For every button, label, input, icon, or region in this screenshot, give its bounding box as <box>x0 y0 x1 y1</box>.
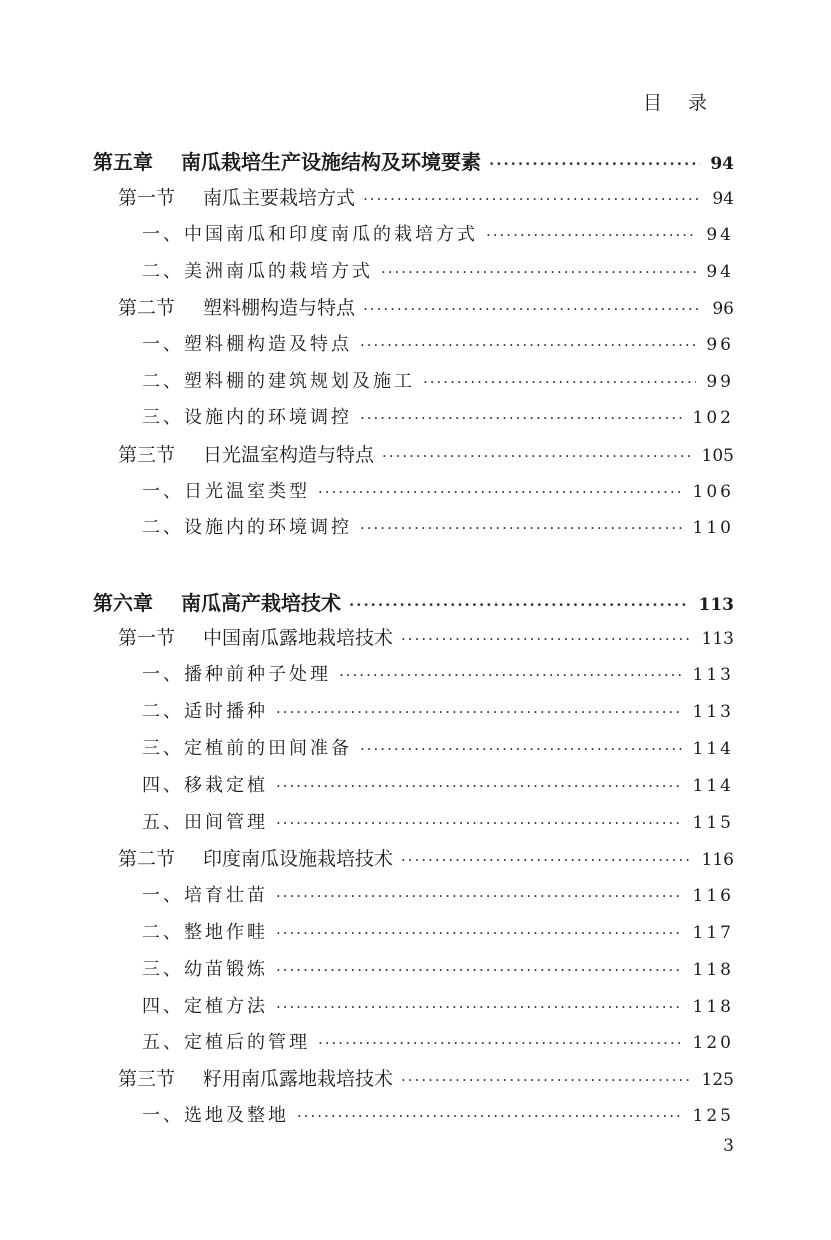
item-title: 一、选地及整地 <box>142 1105 289 1126</box>
leader-dots <box>276 814 683 832</box>
page-ref: 116 <box>701 850 734 870</box>
page-ref: 113 <box>692 665 734 685</box>
toc-section[interactable] <box>118 183 734 213</box>
page-ref: 105 <box>701 446 734 466</box>
leader-dots <box>318 1034 683 1052</box>
item-title: 三、设施内的环境调控 <box>142 407 352 428</box>
page-ref: 118 <box>692 960 734 980</box>
leader-dots <box>276 924 683 942</box>
item-title: 四、定植方法 <box>142 996 268 1017</box>
page-ref: 96 <box>712 299 734 319</box>
page-ref: 114 <box>692 776 734 796</box>
toc-item[interactable] <box>142 808 734 838</box>
section-title: 中国南瓜露地栽培技术 <box>203 627 394 649</box>
item-title: 一、播种前种子处理 <box>142 664 331 685</box>
toc-item[interactable] <box>142 1101 734 1131</box>
page-ref: 94 <box>710 154 734 174</box>
section-number: 第一节 <box>118 187 176 209</box>
section-title: 塑料棚构造与特点 <box>203 297 356 319</box>
page-ref: 106 <box>692 482 734 502</box>
item-title: 五、定植后的管理 <box>142 1032 310 1053</box>
toc-item[interactable] <box>142 513 734 543</box>
toc-item[interactable] <box>142 477 734 507</box>
item-title: 二、整地作畦 <box>142 922 268 943</box>
page-ref: 94 <box>706 225 734 245</box>
item-title: 五、田间管理 <box>142 812 268 833</box>
leader-dots <box>401 851 692 869</box>
leader-dots <box>276 777 683 795</box>
section-title: 南瓜主要栽培方式 <box>203 187 356 209</box>
item-title: 二、塑料棚的建筑规划及施工 <box>142 371 415 392</box>
leader-dots <box>318 483 683 501</box>
page-ref: 102 <box>692 408 734 428</box>
toc-section[interactable] <box>118 1064 734 1094</box>
toc-item[interactable] <box>142 220 734 250</box>
toc-item[interactable] <box>142 367 734 397</box>
section-title: 印度南瓜设施栽培技术 <box>203 848 394 870</box>
leader-dots <box>276 998 683 1016</box>
toc-item[interactable] <box>142 660 734 690</box>
section-number: 第二节 <box>118 848 176 870</box>
page-ref: 115 <box>692 813 734 833</box>
leader-dots <box>276 961 683 979</box>
section-number: 第三节 <box>118 1068 176 1090</box>
page-ref: 96 <box>706 335 734 355</box>
item-title: 二、美洲南瓜的栽培方式 <box>142 261 373 282</box>
item-title: 一、培育壮苗 <box>142 885 268 906</box>
toc-chapter-6[interactable] <box>93 587 734 617</box>
toc-section[interactable] <box>118 623 734 653</box>
section-number: 第三节 <box>118 444 176 466</box>
section-title: 日光温室构造与特点 <box>203 444 375 466</box>
toc-item[interactable] <box>142 257 734 287</box>
page-ref: 113 <box>692 702 734 722</box>
leader-dots <box>363 300 702 318</box>
toc-item[interactable] <box>142 697 734 727</box>
toc-item[interactable] <box>142 918 734 948</box>
leader-dots <box>297 1107 683 1125</box>
item-title: 三、幼苗锻炼 <box>142 959 268 980</box>
toc-item[interactable] <box>142 992 734 1022</box>
leader-dots <box>360 519 683 537</box>
leader-dots <box>401 1071 692 1089</box>
page-ref: 94 <box>706 262 734 282</box>
item-title: 二、适时播种 <box>142 701 268 722</box>
leader-dots <box>486 226 696 244</box>
page-ref: 116 <box>692 886 734 906</box>
toc-item[interactable] <box>142 1028 734 1058</box>
leader-dots <box>339 666 683 684</box>
leader-dots <box>489 155 700 173</box>
item-title: 一、日光温室类型 <box>142 481 310 502</box>
leader-dots <box>363 190 702 208</box>
toc-item[interactable] <box>142 734 734 764</box>
toc-item[interactable] <box>142 881 734 911</box>
leader-dots <box>360 740 683 758</box>
toc-section[interactable] <box>118 293 734 323</box>
leader-dots <box>349 596 689 614</box>
item-title: 一、塑料棚构造及特点 <box>142 334 352 355</box>
toc-item[interactable] <box>142 403 734 433</box>
leader-dots <box>276 887 683 905</box>
page-ref: 118 <box>692 997 734 1017</box>
toc-section[interactable] <box>118 844 734 874</box>
leader-dots <box>423 373 696 391</box>
chapter-title: 南瓜栽培生产设施结构及环境要素 <box>181 150 481 174</box>
item-title: 三、定植前的田间准备 <box>142 738 352 759</box>
page-number: 3 <box>723 1136 734 1156</box>
page-ref: 110 <box>692 518 734 538</box>
leader-dots <box>382 447 692 465</box>
section-number: 第一节 <box>118 627 176 649</box>
leader-dots <box>360 409 683 427</box>
item-title: 四、移栽定植 <box>142 775 268 796</box>
chapter-title: 南瓜高产栽培技术 <box>181 591 341 615</box>
page-ref: 125 <box>692 1106 734 1126</box>
toc-item[interactable] <box>142 330 734 360</box>
leader-dots <box>381 263 696 281</box>
leader-dots <box>360 336 696 354</box>
section-title: 籽用南瓜露地栽培技术 <box>203 1068 394 1090</box>
leader-dots <box>401 630 692 648</box>
chapter-number: 第五章 <box>93 150 153 174</box>
page-ref: 113 <box>698 595 734 615</box>
page-ref: 99 <box>706 372 734 392</box>
toc-section[interactable] <box>118 440 734 470</box>
page-ref: 117 <box>692 923 734 943</box>
page-ref: 94 <box>712 189 734 209</box>
toc-chapter-5[interactable] <box>93 146 734 176</box>
page-ref: 125 <box>701 1070 734 1090</box>
toc-item[interactable] <box>142 771 734 801</box>
page-ref: 120 <box>692 1033 734 1053</box>
leader-dots <box>276 703 683 721</box>
item-title: 一、中国南瓜和印度南瓜的栽培方式 <box>142 224 478 245</box>
page-ref: 114 <box>692 739 734 759</box>
toc-item[interactable] <box>142 955 734 985</box>
chapter-number: 第六章 <box>93 591 153 615</box>
running-header: 目录 <box>642 92 733 114</box>
page-ref: 113 <box>701 629 734 649</box>
section-number: 第二节 <box>118 297 176 319</box>
item-title: 二、设施内的环境调控 <box>142 517 352 538</box>
